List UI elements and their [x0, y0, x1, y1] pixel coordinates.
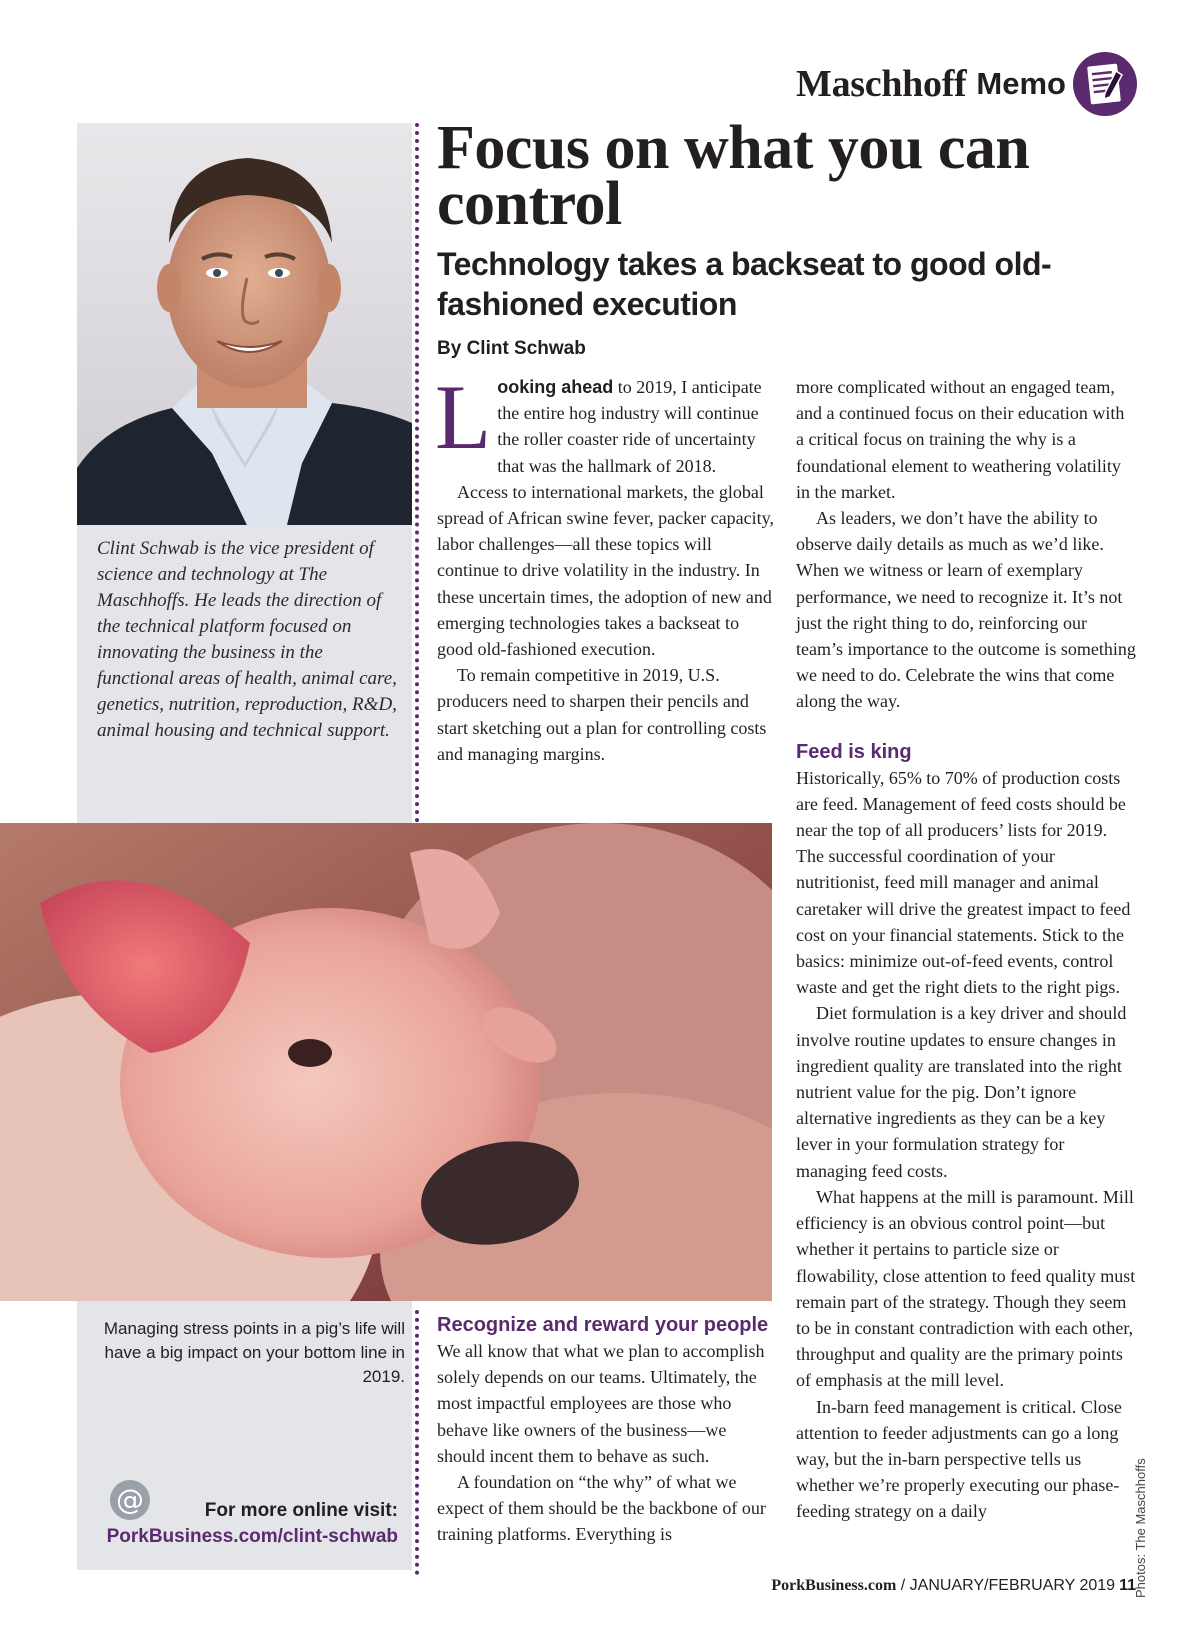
- footer-site: PorkBusiness.com: [771, 1577, 897, 1594]
- svg-text:@: @: [116, 1483, 144, 1516]
- paragraph: As leaders, we don’t have the ability to observe daily details as much as we’d like. When we witness or learn of exemplary performance, we need to recognize it. It’s not just the right thing to do, reinforcing our team’s importance to the outcome is something we need to do. Celebrate the wins that come along the way.: [796, 508, 1136, 712]
- dotted-divider: [415, 123, 419, 823]
- memo-notepad-icon: [1072, 51, 1138, 117]
- section-heading: Recognize and reward your people: [437, 1314, 769, 1336]
- at-sign-icon: [108, 1478, 152, 1522]
- paragraph: To remain competitive in 2019, U.S. producers need to sharpen their pencils and start sketching out a plan for controlling costs and managing margins.: [437, 665, 767, 764]
- lead-paragraph: [435, 366, 777, 479]
- photo-credit: [1130, 1440, 1150, 1600]
- article-column-2-lower: [437, 1312, 777, 1548]
- paragraph: We all know that what we plan to accomplish solely depends on our teams. Ultimately, the most impactful employees are those who behave like owners of the business—we should incent them to behave as such.: [437, 1341, 765, 1466]
- paragraph: more complicated without an engaged team, and a continued focus on their education with a critical focus on training the why is a foundational element to weathering volatility in the market.: [796, 377, 1125, 502]
- paragraph: Access to international markets, the global spread of African swine fever, packer capacity, labor challenges—all these topics will continue to drive volatility in the industry. In these uncertain times, the adoption of new and emerging technologies takes a backseat to good old-fashioned execution.: [437, 481, 774, 660]
- dotted-divider: [415, 1310, 419, 1575]
- masthead: [796, 48, 1138, 120]
- photo-caption: Managing stress points in a pig’s life will have a big impact on your bottom line in 2019.: [103, 1319, 405, 1386]
- piglet-photo: [0, 823, 772, 1301]
- footer-issue: JANUARY/FEBRUARY 2019: [909, 1577, 1116, 1594]
- page-number: 11: [1119, 1577, 1136, 1594]
- photo-credit-text: Photos: The Maschhoffs: [1133, 1458, 1148, 1598]
- article-headline: Focus on what you can control: [437, 114, 1030, 238]
- lead-in: ooking ahead: [497, 377, 614, 397]
- masthead-name: Maschhoff: [796, 63, 967, 105]
- paragraph: In-barn feed management is critical. Close attention to feeder adjustments can go a long way, but the in-barn perspective tells us whether we’re properly executing our phase-feeding strategy on a daily: [796, 1396, 1122, 1522]
- author-bio: Clint Schwab is the vice president of science and technology at The Maschhoffs. He leads the direction of the technical platform focused on innovating the business in the functional areas of health, animal care, genetics, nutrition, reproduction, R&D, animal housing and technical support.: [97, 538, 397, 741]
- paragraph: A foundation on “the why” of what we expect of them should be the backbone of our training platforms. Everything is: [437, 1472, 766, 1545]
- author-portrait-photo: [77, 123, 412, 525]
- lead-text: to 2019, I anticipate the entire hog industry will continue the roller coaster ride of uncertainty that was the hallmark of 2018.: [497, 377, 762, 476]
- section-heading: Feed is king: [796, 740, 912, 763]
- article-column-3: [796, 374, 1136, 1525]
- paragraph: Diet formulation is a key driver and should involve routine updates to ensure changes in ingredient quality are translated into the right nutrient value for the pig. Don’t ignore alternative ingredients as they can be a key lever in your formulation strategy for managing feed costs.: [796, 1003, 1127, 1181]
- footer-separator: /: [896, 1577, 910, 1594]
- online-link[interactable]: PorkBusiness.com/clint-schwab: [106, 1526, 398, 1547]
- article-column-2: [435, 366, 777, 767]
- page-footer: [771, 1577, 1136, 1595]
- byline: By Clint Schwab: [437, 338, 586, 359]
- paragraph: What happens at the mill is paramount. Mill efficiency is an obvious control point—but whether it pertains to particle size or flowability, close attention to feed quality must remain part of the strategy. Though they seem to be in constant contradiction with each other, throughput and quality are the primary points of emphasis at the mill level.: [796, 1186, 1136, 1391]
- drop-cap: L: [435, 366, 492, 468]
- masthead-memo: Memo: [976, 66, 1066, 101]
- paragraph: Historically, 65% to 70% of production costs are feed. Management of feed costs should be near the top of all producers’ lists for 2019. The successful coordination of your nutritionist, feed mill manager and animal caretaker will drive the greatest impact to feed cost on your financial statements. Stick to the basics: minimize out-of-feed events, control waste and get the right diets to the right pigs.: [796, 767, 1131, 998]
- online-label: For more online visit:: [204, 1500, 398, 1521]
- article-subhead: Technology takes a backseat to good old-fashioned execution: [437, 246, 1052, 322]
